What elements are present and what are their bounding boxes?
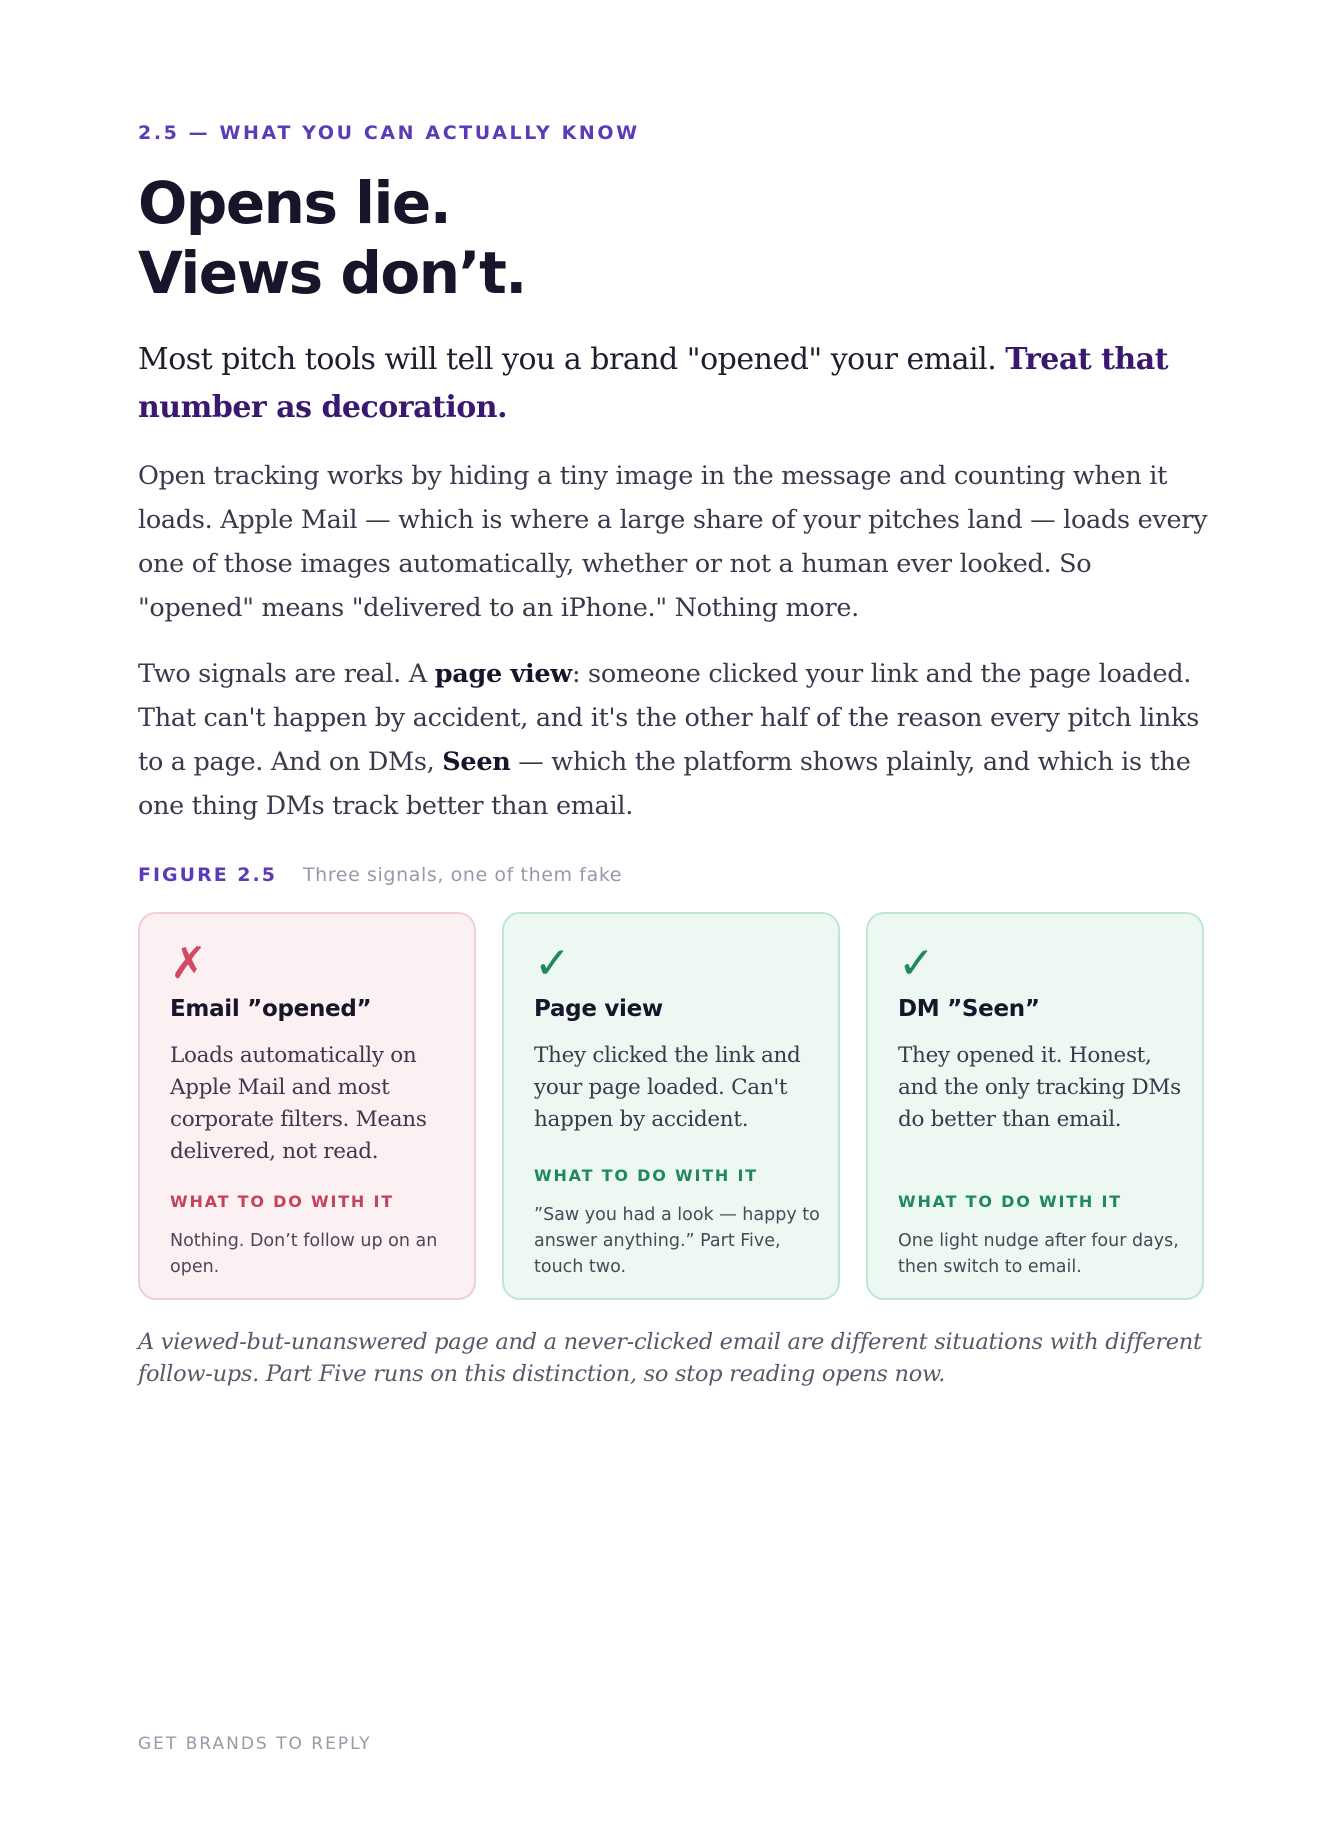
lede-paragraph xyxy=(138,336,1208,432)
lede-text: Most pitch tools will tell you a brand "opened" your email. xyxy=(138,342,1006,377)
card-body: They clicked the link and your page loaded. Can't happen by accident. xyxy=(534,1043,801,1132)
figure-label: FIGURE 2.5 xyxy=(138,864,277,886)
figure-note: A viewed-but-unanswered page and a never-clicked email are different situations with different follow-ups. Part Five runs on this distinction, so stop reading opens now. xyxy=(138,1329,1202,1387)
card-dm-seen xyxy=(866,912,1204,1300)
seen-term: Seen xyxy=(442,747,511,777)
figure-caption-text: Three signals, one of them fake xyxy=(302,864,623,886)
card-todo-label: WHAT TO DO WITH IT xyxy=(170,1192,394,1211)
title-line-1: Opens lie. xyxy=(138,169,451,237)
card-body: Loads automatically on Apple Mail and most corporate filters. Means delivered, not read. xyxy=(170,1043,427,1164)
card-body: They opened it. Honest, and the only tracking DMs do better than email. xyxy=(898,1043,1181,1132)
running-footer: GET BRANDS TO REPLY xyxy=(138,1734,372,1754)
para2-text-a: Two signals are real. A xyxy=(138,659,435,689)
card-todo-label: WHAT TO DO WITH IT xyxy=(898,1192,1122,1211)
card-title: DM ”Seen” xyxy=(898,996,1040,1022)
signal-cards xyxy=(138,912,1208,1304)
page-view-term: page view xyxy=(434,659,572,689)
para2-text-c: : someone clicked your link and the page loaded. That can't happen by accident, and it's the other half of the reason every pitch links to a page. And on DMs, xyxy=(138,659,1199,777)
card-todo-label: WHAT TO DO WITH IT xyxy=(534,1166,758,1185)
card-title: Email ”opened” xyxy=(170,996,372,1022)
figure-caption xyxy=(138,864,622,886)
card-page-view xyxy=(502,912,840,1300)
cross-icon: ✗ xyxy=(170,938,207,989)
card-title: Page view xyxy=(534,996,663,1022)
card-advice: ”Saw you had a look — happy to answer anything.” Part Five, touch two. xyxy=(534,1205,820,1277)
check-icon: ✓ xyxy=(534,938,571,989)
page-title xyxy=(138,168,526,308)
card-advice: Nothing. Don’t follow up on an open. xyxy=(170,1231,438,1277)
card-email-opened xyxy=(138,912,476,1300)
body-paragraph-2 xyxy=(138,652,1213,828)
para2-text-e: — which the platform shows plainly, and which is the one thing DMs track better than email. xyxy=(138,747,1191,821)
section-eyebrow: 2.5 — WHAT YOU CAN ACTUALLY KNOW xyxy=(138,122,640,144)
lede-highlight: Treat that number as decoration. xyxy=(138,342,1169,425)
card-advice: One light nudge after four days, then switch to email. xyxy=(898,1231,1179,1277)
check-icon: ✓ xyxy=(898,938,935,989)
title-line-2: Views don’t. xyxy=(138,239,526,307)
body-paragraph-1: Open tracking works by hiding a tiny image in the message and counting when it loads. Apple Mail — which is where a large share of your pitches land — loads every one of those images automatically, whether or not a human ever looked. So "opened" means "delivered to an iPhone." Nothing more. xyxy=(138,461,1208,623)
